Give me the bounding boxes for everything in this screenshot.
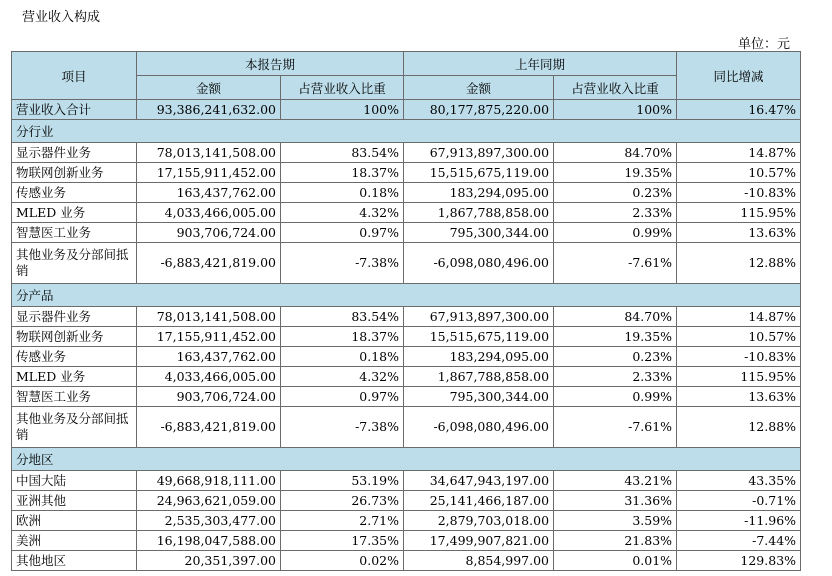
current-amount: 24,963,621,059.00 <box>137 491 281 511</box>
total-prior-amount: 80,177,875,220.00 <box>404 100 554 120</box>
prior-amount: 795,300,344.00 <box>404 223 554 243</box>
prior-ratio: 0.23% <box>554 347 677 367</box>
current-ratio: 18.37% <box>281 327 404 347</box>
current-amount: 163,437,762.00 <box>137 183 281 203</box>
prior-amount: -6,098,080,496.00 <box>404 243 554 284</box>
prior-amount: 15,515,675,119.00 <box>404 163 554 183</box>
current-amount: 903,706,724.00 <box>137 223 281 243</box>
current-amount: 78,013,141,508.00 <box>137 307 281 327</box>
row-label: 传感业务 <box>12 183 137 203</box>
prior-ratio: 21.83% <box>554 531 677 551</box>
total-yoy: 16.47% <box>677 100 801 120</box>
current-amount: 4,033,466,005.00 <box>137 203 281 223</box>
prior-amount: 67,913,897,300.00 <box>404 143 554 163</box>
current-amount: 49,668,918,111.00 <box>137 471 281 491</box>
row-label: 显示器件业务 <box>12 143 137 163</box>
row-label: 智慧医工业务 <box>12 387 137 407</box>
prior-ratio: 84.70% <box>554 307 677 327</box>
yoy: 10.57% <box>677 327 801 347</box>
total-prior-ratio: 100% <box>554 100 677 120</box>
table-row <box>12 143 801 163</box>
table-row <box>12 223 801 243</box>
current-amount: 17,155,911,452.00 <box>137 163 281 183</box>
section-header-row <box>12 448 801 471</box>
prior-ratio: -7.61% <box>554 407 677 448</box>
prior-amount: 34,647,943,197.00 <box>404 471 554 491</box>
section-header-row <box>12 284 801 307</box>
table-row <box>12 471 801 491</box>
table-row <box>12 491 801 511</box>
section-title: 分地区 <box>12 448 801 471</box>
prior-amount: 8,854,997.00 <box>404 551 554 571</box>
current-ratio: -7.38% <box>281 243 404 284</box>
prior-ratio: 3.59% <box>554 511 677 531</box>
current-ratio: 18.37% <box>281 163 404 183</box>
revenue-table <box>11 51 801 571</box>
prior-amount: 67,913,897,300.00 <box>404 307 554 327</box>
yoy: -11.96% <box>677 511 801 531</box>
current-ratio: 2.71% <box>281 511 404 531</box>
row-label: 显示器件业务 <box>12 307 137 327</box>
prior-ratio: 19.35% <box>554 163 677 183</box>
prior-ratio: -7.61% <box>554 243 677 284</box>
header-yoy: 同比增减 <box>677 52 801 100</box>
yoy: 13.63% <box>677 387 801 407</box>
prior-amount: 25,141,466,187.00 <box>404 491 554 511</box>
current-amount: 903,706,724.00 <box>137 387 281 407</box>
section-header-row <box>12 120 801 143</box>
prior-amount: 183,294,095.00 <box>404 347 554 367</box>
current-ratio: 4.32% <box>281 367 404 387</box>
row-label: 传感业务 <box>12 347 137 367</box>
yoy: -10.83% <box>677 347 801 367</box>
header-item: 项目 <box>12 52 137 100</box>
table-row <box>12 551 801 571</box>
prior-ratio: 19.35% <box>554 327 677 347</box>
prior-amount: 15,515,675,119.00 <box>404 327 554 347</box>
prior-amount: 1,867,788,858.00 <box>404 203 554 223</box>
current-amount: -6,883,421,819.00 <box>137 243 281 284</box>
current-ratio: 26.73% <box>281 491 404 511</box>
yoy: 12.88% <box>677 407 801 448</box>
prior-amount: 2,879,703,018.00 <box>404 511 554 531</box>
header-prior-ratio: 占营业收入比重 <box>554 76 677 100</box>
prior-ratio: 84.70% <box>554 143 677 163</box>
row-label: 物联网创新业务 <box>12 163 137 183</box>
section-title: 分产品 <box>12 284 801 307</box>
yoy: 14.87% <box>677 307 801 327</box>
table-row <box>12 367 801 387</box>
current-ratio: 0.18% <box>281 183 404 203</box>
header-current-ratio: 占营业收入比重 <box>281 76 404 100</box>
row-label: 其他地区 <box>12 551 137 571</box>
total-current-amount: 93,386,241,632.00 <box>137 100 281 120</box>
current-ratio: 0.02% <box>281 551 404 571</box>
row-label: 其他业务及分部间抵销 <box>12 243 137 284</box>
total-current-ratio: 100% <box>281 100 404 120</box>
current-ratio: 4.32% <box>281 203 404 223</box>
table-row <box>12 243 801 284</box>
header-prior-amount: 金额 <box>404 76 554 100</box>
page-title: 营业收入构成 <box>22 10 101 25</box>
current-ratio: -7.38% <box>281 407 404 448</box>
table-row <box>12 183 801 203</box>
prior-ratio: 2.33% <box>554 367 677 387</box>
prior-amount: -6,098,080,496.00 <box>404 407 554 448</box>
row-label: 中国大陆 <box>12 471 137 491</box>
current-ratio: 53.19% <box>281 471 404 491</box>
prior-ratio: 0.99% <box>554 387 677 407</box>
table-row <box>12 531 801 551</box>
table-row <box>12 163 801 183</box>
prior-amount: 17,499,907,821.00 <box>404 531 554 551</box>
current-amount: -6,883,421,819.00 <box>137 407 281 448</box>
total-row <box>12 100 801 120</box>
yoy: 43.35% <box>677 471 801 491</box>
yoy: 10.57% <box>677 163 801 183</box>
header-prior-period: 上年同期 <box>404 52 677 76</box>
header-current-amount: 金额 <box>137 76 281 100</box>
yoy: 129.83% <box>677 551 801 571</box>
current-ratio: 83.54% <box>281 307 404 327</box>
unit-label: 单位：元 <box>737 37 790 52</box>
row-label: 美洲 <box>12 531 137 551</box>
current-amount: 2,535,303,477.00 <box>137 511 281 531</box>
row-label: 亚洲其他 <box>12 491 137 511</box>
prior-ratio: 31.36% <box>554 491 677 511</box>
prior-ratio: 43.21% <box>554 471 677 491</box>
table-row <box>12 307 801 327</box>
current-amount: 17,155,911,452.00 <box>137 327 281 347</box>
prior-amount: 183,294,095.00 <box>404 183 554 203</box>
total-label: 营业收入合计 <box>12 100 137 120</box>
current-amount: 78,013,141,508.00 <box>137 143 281 163</box>
yoy: 115.95% <box>677 367 801 387</box>
yoy: 14.87% <box>677 143 801 163</box>
table-row <box>12 327 801 347</box>
yoy: 115.95% <box>677 203 801 223</box>
row-label: 欧洲 <box>12 511 137 531</box>
prior-ratio: 0.01% <box>554 551 677 571</box>
yoy: 13.63% <box>677 223 801 243</box>
table-row <box>12 407 801 448</box>
current-ratio: 83.54% <box>281 143 404 163</box>
current-amount: 163,437,762.00 <box>137 347 281 367</box>
yoy: -10.83% <box>677 183 801 203</box>
table-row <box>12 511 801 531</box>
prior-ratio: 0.99% <box>554 223 677 243</box>
current-ratio: 0.18% <box>281 347 404 367</box>
prior-ratio: 2.33% <box>554 203 677 223</box>
current-amount: 20,351,397.00 <box>137 551 281 571</box>
yoy: -7.44% <box>677 531 801 551</box>
current-amount: 4,033,466,005.00 <box>137 367 281 387</box>
yoy: -0.71% <box>677 491 801 511</box>
current-ratio: 0.97% <box>281 223 404 243</box>
row-label: 其他业务及分部间抵销 <box>12 407 137 448</box>
row-label: MLED 业务 <box>12 367 137 387</box>
prior-ratio: 0.23% <box>554 183 677 203</box>
prior-amount: 795,300,344.00 <box>404 387 554 407</box>
header-current-period: 本报告期 <box>137 52 404 76</box>
row-label: 物联网创新业务 <box>12 327 137 347</box>
table-row <box>12 203 801 223</box>
row-label: MLED 业务 <box>12 203 137 223</box>
current-ratio: 0.97% <box>281 387 404 407</box>
current-ratio: 17.35% <box>281 531 404 551</box>
prior-amount: 1,867,788,858.00 <box>404 367 554 387</box>
section-title: 分行业 <box>12 120 801 143</box>
table-row <box>12 387 801 407</box>
current-amount: 16,198,047,588.00 <box>137 531 281 551</box>
row-label: 智慧医工业务 <box>12 223 137 243</box>
yoy: 12.88% <box>677 243 801 284</box>
table-row <box>12 347 801 367</box>
